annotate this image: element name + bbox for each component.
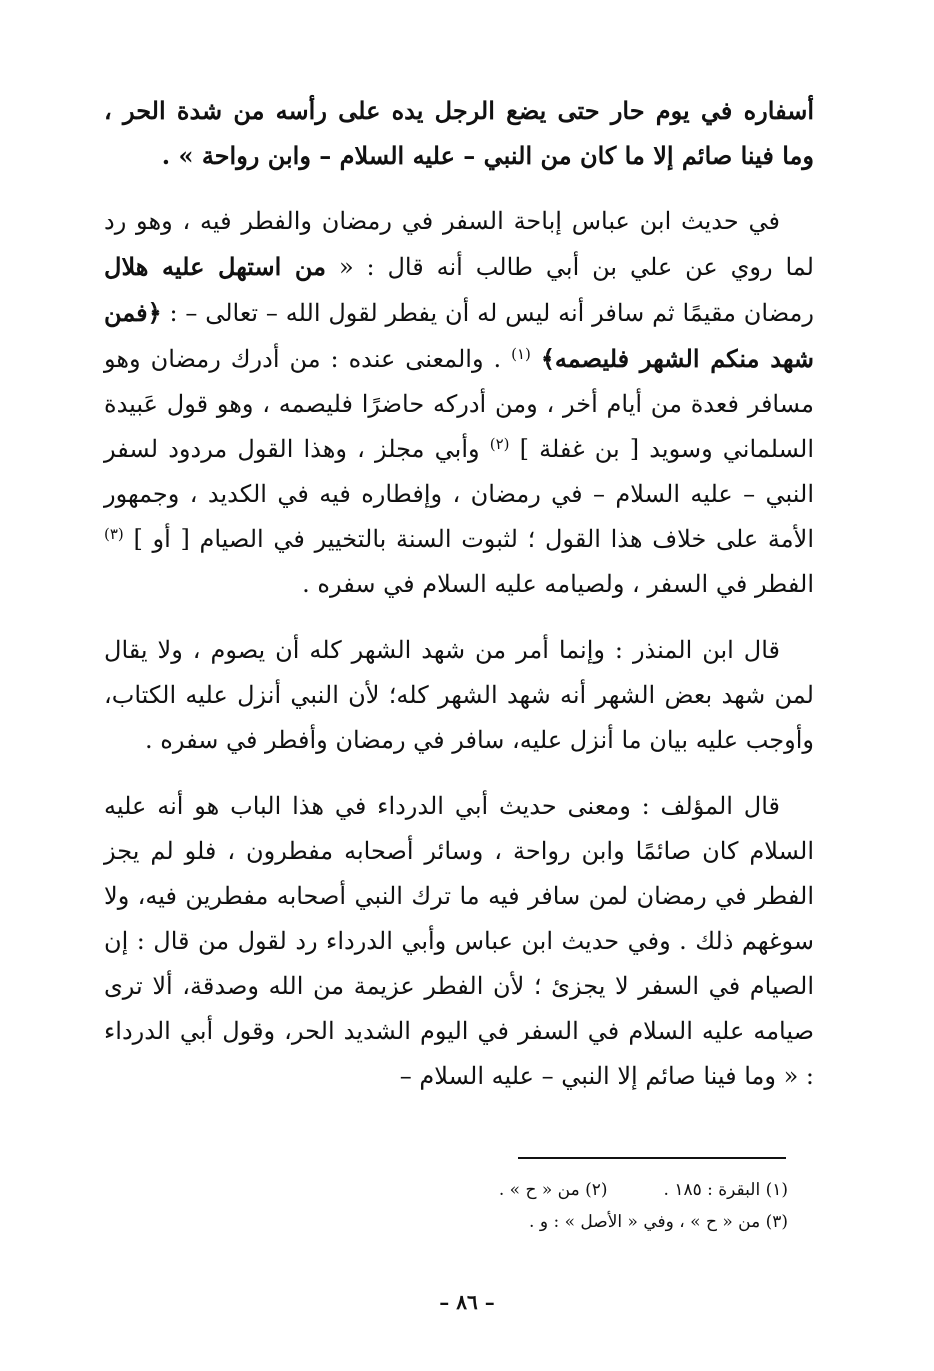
footnote-divider [518,1157,786,1159]
footnote-line-2 [88,1206,788,1238]
paragraph-2-part-a: في حديث ابن عباس إباحة السفر في رمضان والفطر فيه ، وهو رد لما روي عن علي بن أبي طالب أنه قال : « [104,207,814,281]
footnote-ref-1[interactable]: (١) [511,345,531,363]
paragraph-2-bold-quote: من استهل عليه هلال [104,252,327,281]
quran-verse: ﴿فمن شهد منكم الشهر فليصمه﴾ [104,298,814,373]
paragraph-2 [104,199,814,607]
paragraph-2-part-c: . والمعنى عنده : من أدرك رمضان وهو مسافر فعدة من أيام أخر ، ومن أدركه حاضرًا فليصمه ، وهو قول عَبيدة السلماني وسويد [ بن غفلة ] [104,345,815,463]
footnote-ref-3[interactable]: (٣) [104,525,124,543]
paragraph-3: قال ابن المنذر : وإنما أمر من شهد الشهر كله أن يصوم ، ولا يقال لمن شهد بعض الشهر أنه شهد الشهر كله؛ لأن النبي أنزل عليه الكتاب، وأوجب عليه بيان ما أنزل عليه، سافر في رمضان وأفطر في سفره . [104,636,814,754]
paragraph-2-part-e: الفطر في السفر ، ولصيامه عليه السلام في سفره . [302,570,814,598]
footnote-ref-2[interactable]: (٢) [489,435,510,453]
paragraph-1: أسفاره في يوم حار حتى يضع الرجل يده على رأسه من شدة الحر ، وما فينا صائم إلا ما كان من النبي – عليه السلام – وابن رواحة » . [104,96,814,170]
paragraph-4: قال المؤلف : ومعنى حديث أبي الدرداء في هذا الباب هو أنه عليه السلام كان صائمًا وابن رواحة ، وسائر أصحابه مفطرون ، فلو لم يجز الفطر في رمضان لمن سافر فيه ما ترك النبي أصحابه مفطرين فيه، ولا سوغهم ذلك . وفي حديث ابن عباس وأبي الدرداء رد لقول من قال : إن الصيام في السفر لا يجزئ ؛ لأن الفطر عزيمة من الله وصدقة، ألا ترى صيامه عليه السلام في السفر في اليوم الشديد الحر، وقول أبي الدرداء : « وما فينا صائم إلا النبي – عليه السلام – [104,792,814,1090]
footnote-1: (١) البقرة : ١٨٥ . [663,1180,788,1200]
footnote-line-1 [88,1174,788,1206]
paragraph-2-part-b: رمضان مقيمًا ثم سافر أنه ليس له أن يفطر لقول الله – تعالى – : [161,299,814,327]
paragraph-2-part-d: وأبي مجلز ، وهذا القول مردود لسفر النبي – عليه السلام – في رمضان ، وإفطاره فيه في الكديد ، وجمهور الأمة على خلاف هذا القول ؛ لثبوت السنة بالتخيير في الصيام [ أو ] [104,435,814,553]
page-number: – ٨٦ – [439,1290,495,1314]
footnote-3: (٣) من « ح » ، وفي « الأصل » : و . [529,1212,788,1232]
footnotes [88,1174,788,1238]
footnote-2: (٢) من « ح » . [498,1180,608,1200]
